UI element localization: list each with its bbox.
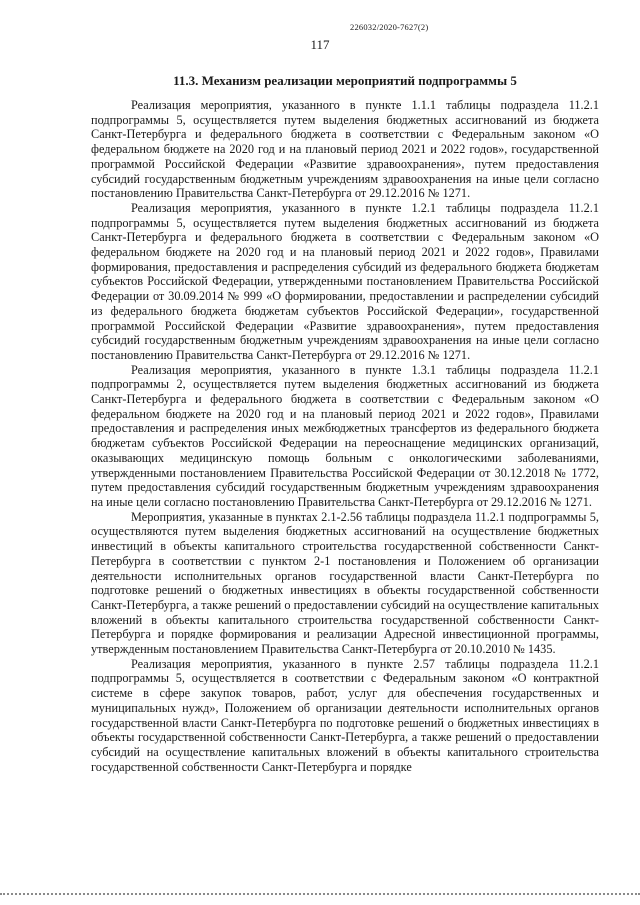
paragraph-5: Реализация мероприятия, указанного в пункте 2.57 таблицы подраздела 11.2.1 подпрограммы 5, осуществляется в соответствии с Федеральным законом «О контрактной системе в сфере закупок товаров, работ, услуг для обеспечения государственных и муниципальных нужд», Положением об организации деятельности исполнительных органов государственной власти Санкт-Петербурга по подготовке решений о бюджетных инвестициях в объекты государственной собственности Санкт-Петербурга, а также решений о предоставлении субсидий на осуществление капитальных вложений в объекты капитального строительства государственной собственности Санкт-Петербурга и порядке [91,656,599,774]
paragraph-3: Реализация мероприятия, указанного в пункте 1.3.1 таблицы подраздела 11.2.1 подпрограммы 2, осуществляется путем выделения бюджетных ассигнований из бюджета Санкт-Петербурга и федерального бюджета в соответствии с Федеральным законом «О федеральном бюджете на 2020 год и на плановый период 2021 и 2022 годов», Правилами предоставления и распределения иных межбюджетных трансфертов из федерального бюджета бюджетам субъектов Российской Федерации на переоснащение медицинских организаций, оказывающих медицинскую помощь больным с онкологическими заболеваниями, утвержденными постановлением Правительства Российской Федерации от 30.12.2018 № 1772, путем предоставления субсидий государственным бюджетным учреждениям здравоохранения на иные цели согласно постановлению Правительства Санкт-Петербурга от 29.12.2016 № 1271. [91,362,599,509]
document-number: 226032/2020-7627(2) [350,22,429,32]
paragraph-4: Мероприятия, указанные в пунктах 2.1-2.56 таблицы подраздела 11.2.1 подпрограммы 5, осуществляются путем выделения бюджетных ассигнований на осуществление бюджетных инвестиций в объекты капитального строительства государственной собственности Санкт-Петербурга в соответствии с пунктом 2-1 постановления и Положением об организации деятельности исполнительных органов государственной власти Санкт-Петербурга по подготовке решений о бюджетных инвестициях в объекты государственной собственности Санкт-Петербурга, а также решений о предоставлении субсидий на осуществление капитальных вложений в объекты капитального строительства государственной собственности Санкт-Петербурга и порядке формирования и реализации Адресной инвестиционной программы, утвержденным постановлением Правительства Санкт-Петербурга от 20.10.2010 № 1435. [91,509,599,657]
section-title: 11.3. Механизм реализации мероприятий подпрограммы 5 [173,73,517,88]
paragraph-2: Реализация мероприятия, указанного в пункте 1.2.1 таблицы подраздела 11.2.1 подпрограммы 5, осуществляется путем выделения бюджетных ассигнований из бюджета Санкт-Петербурга и федерального бюджета в соответствии с Федеральным законом «О федеральном бюджете на 2020 год и на плановый период 2021 и 2022 годов», Правилами формирования, предоставления и распределения субсидий из федерального бюджета бюджетам субъектов Российской Федерации, утвержденными постановлением Правительства Российской Федерации от 30.09.2014 № 999 «О формировании, предоставлении и распределении субсидий из федерального бюджета бюджетам субъектов Российской Федерации», государственной программой Российской Федерации «Развитие здравоохранения», путем предоставления субсидий государственным бюджетным учреждениям здравоохранения на иные цели согласно постановлению Правительства Санкт-Петербурга от 29.12.2016 № 1271. [91,200,599,362]
scan-edge-divider [0,893,640,895]
page-number: 117 [310,37,330,52]
body-text [91,98,599,774]
paragraph-1: Реализация мероприятия, указанного в пункте 1.1.1 таблицы подраздела 11.2.1 подпрограммы 5, осуществляется путем выделения бюджетных ассигнований из бюджета Санкт-Петербурга и федерального бюджета в соответствии с Федеральным законом «О федеральном бюджете на 2020 год и на плановый период 2021 и 2022 годов», государственной программой Российской Федерации «Развитие здравоохранения», путем предоставления субсидий государственным бюджетным учреждениям здравоохранения на иные цели согласно постановлению Правительства Санкт-Петербурга от 29.12.2016 № 1271. [91,98,599,201]
